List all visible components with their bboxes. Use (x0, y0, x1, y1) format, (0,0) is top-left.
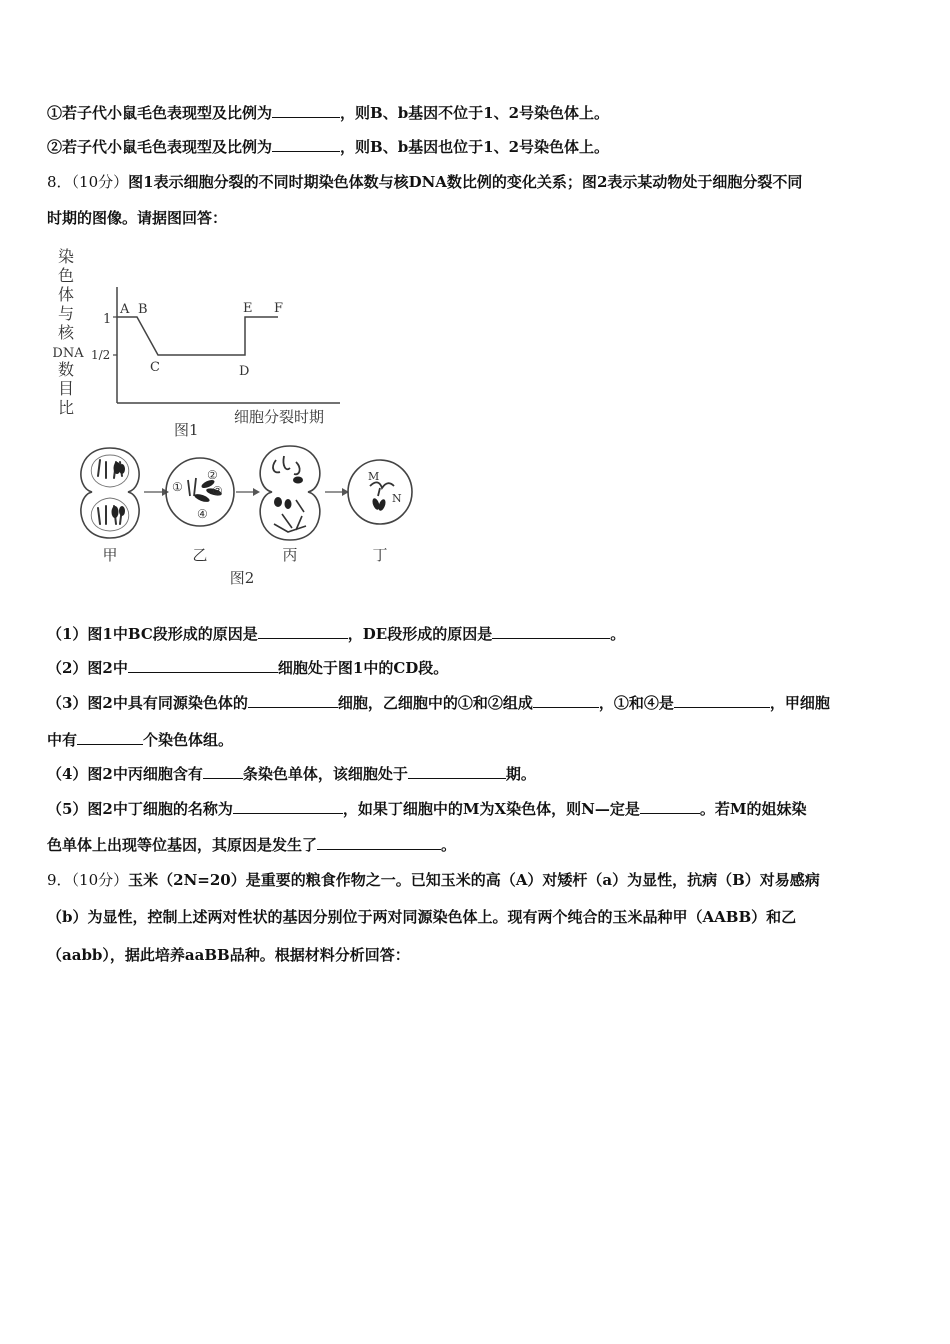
point-label-b: B (138, 302, 148, 317)
point-label-c: C (150, 360, 160, 375)
cell-jia (81, 448, 139, 538)
answer-blank (258, 624, 348, 639)
x-axis-label: 细胞分裂时期 (234, 408, 325, 426)
answer-blank (77, 730, 143, 745)
cell-label-ding: 丁 (372, 546, 388, 564)
point-label-d: D (239, 364, 250, 379)
answer-blank (272, 137, 340, 152)
answer-blank (272, 103, 340, 118)
figure-2-cells (70, 440, 420, 590)
ylabel-char: 目 (57, 379, 75, 398)
line-1 (47, 103, 609, 123)
yi-mark-4: ④ (197, 507, 208, 521)
ding-mark-m: M (368, 470, 380, 483)
question-9-text-a: 玉米（2N=20）是重要的粮食作物之一。已知玉米的高（A）对矮杆（a）为显性，抗病（B）对易感病 (128, 871, 820, 889)
y-tick-half: 1/2 (91, 348, 111, 362)
answer-blank (248, 693, 338, 708)
question-8-line-2 (47, 208, 227, 228)
line-1-text-b: ，则B、b基因不位于1、2号染色体上。 (340, 104, 610, 122)
ylabel-char: 与 (57, 304, 75, 323)
ylabel-char: 体 (57, 285, 75, 304)
answer-blank (128, 658, 278, 673)
part-3-line-1 (47, 693, 830, 713)
cell-label-jia: 甲 (102, 546, 118, 564)
part-5-text-e: 。 (441, 836, 457, 854)
answer-blank (408, 764, 506, 779)
part-1-text-a: （1）图1中BC段形成的原因是 (47, 625, 258, 643)
ylabel-char: DNA (52, 346, 84, 361)
ylabel-char: 数 (57, 360, 75, 379)
question-9-line-2 (47, 907, 796, 927)
part-4-text-a: （4）图2中丙细胞含有 (47, 765, 203, 783)
y-tick-1: 1 (103, 312, 112, 327)
question-8-number: 8．（10分） (47, 173, 129, 191)
part-5-line-1 (47, 799, 806, 819)
ratio-curve (117, 317, 278, 355)
part-1-text-b: ，DE段形成的原因是 (347, 625, 493, 643)
part-5-text-a: （5）图2中丁细胞的名称为 (47, 800, 233, 818)
part-5-line-2 (47, 835, 456, 855)
point-label-f: F (274, 301, 284, 316)
question-8-text-b: 时期的图像。请据图回答： (47, 209, 228, 227)
part-3-text-d: ，甲细胞 (769, 694, 830, 712)
yi-mark-2: ② (207, 468, 218, 482)
line-1-text-a: ①若子代小鼠毛色表现型及比例为 (47, 104, 273, 122)
part-5-text-b: ，如果丁细胞中的M为X染色体，则N—定是 (342, 800, 640, 818)
part-3-line-2 (47, 730, 233, 750)
question-8-text-a: 图1表示细胞分裂的不同时期染色体数与核DNA数比例的变化关系；图2表示某动物处于细胞分裂不同 (128, 173, 803, 191)
yi-mark-1: ① (172, 480, 183, 494)
part-1 (47, 624, 625, 644)
question-8-line-1 (47, 172, 802, 192)
arrow-head-icon (253, 488, 260, 496)
answer-blank (233, 799, 343, 814)
ylabel-char: 比 (57, 398, 75, 417)
cell-ding (348, 460, 412, 524)
line-2-text-b: ，则B、b基因也位于1、2号染色体上。 (340, 138, 610, 156)
ylabel-char: 色 (57, 266, 75, 285)
question-9-line-1 (47, 870, 820, 890)
question-9-number: 9．（10分） (47, 871, 129, 889)
answer-blank (317, 835, 441, 850)
cell-yi (166, 458, 234, 526)
point-label-a: A (120, 302, 130, 317)
line-2 (47, 137, 609, 157)
question-9-text-c: （aabb），据此培养aaBB品种。根据材料分析回答： (47, 946, 410, 964)
part-2-text-a: （2）图2中 (47, 659, 128, 677)
part-5-text-d: 色单体上出现等位基因，其原因是发生了 (47, 836, 318, 854)
part-3-text-b: 细胞，乙细胞中的①和②组成 (337, 694, 533, 712)
question-9-line-3 (47, 945, 410, 965)
part-4-text-c: 期。 (505, 765, 536, 783)
ding-mark-n: N (392, 492, 402, 505)
answer-blank (492, 624, 610, 639)
point-label-e: E (243, 301, 253, 316)
part-3-text-a: （3）图2中具有同源染色体的 (47, 694, 248, 712)
part-3-text-c: ，①和④是 (598, 694, 674, 712)
figure-1-chart (50, 243, 350, 443)
ylabel-char: 核 (57, 323, 75, 342)
answer-blank (640, 799, 700, 814)
cell-label-bing: 丙 (282, 546, 298, 564)
yi-mark-3: ③ (212, 484, 223, 498)
line-2-text-a: ②若子代小鼠毛色表现型及比例为 (47, 138, 273, 156)
ylabel-char: 染 (57, 247, 75, 266)
part-2-text-b: 细胞处于图1中的CD段。 (277, 659, 449, 677)
part-5-text-c: 。若M的姐妹染 (699, 800, 807, 818)
cell-bing (260, 446, 320, 540)
part-3-text-e: 中有 (47, 731, 78, 749)
figure-2-caption: 图2 (229, 569, 255, 587)
part-4-text-b: 条染色单体，该细胞处于 (242, 765, 408, 783)
answer-blank (533, 693, 599, 708)
part-2 (47, 658, 448, 678)
part-1-text-c: 。 (610, 625, 626, 643)
answer-blank (203, 764, 243, 779)
part-3-text-f: 个染色体组。 (143, 731, 234, 749)
figure-1-caption: 图1 (174, 421, 199, 439)
question-9-text-b: （b）为显性，控制上述两对性状的基因分别位于两对同源染色体上。现有两个纯合的玉米品种甲（AABB）和乙 (47, 908, 797, 926)
cell-label-yi: 乙 (192, 546, 208, 564)
answer-blank (674, 693, 770, 708)
part-4 (47, 764, 536, 784)
